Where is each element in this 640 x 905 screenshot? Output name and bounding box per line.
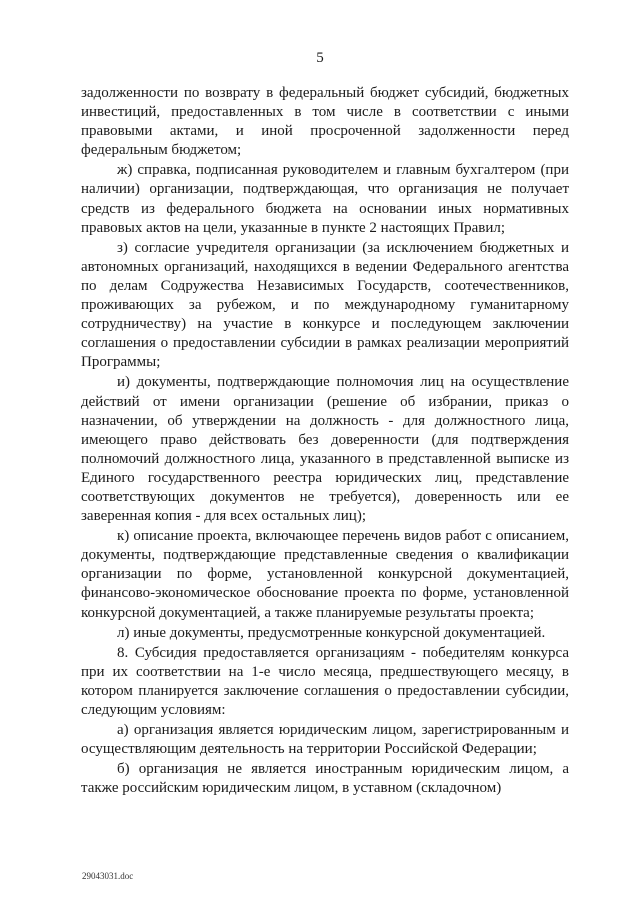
- paragraph-item-b: б) организация не является иностранным юридическим лицом, а также российским юридическим лицом, в уставном (складочном): [81, 761, 569, 797]
- footer-filename: 29043031.doc: [82, 871, 134, 881]
- paragraph-item-k: к) описание проекта, включающее перечень видов работ с описанием, документы, подтверждающие представленные сведения о квалификации организации по форме, установленной конкурсной документацией, финансово-экономическое обоснование проекта по форме, установленной конкурсной документацией, а также планируемые результаты проекта;: [81, 528, 569, 621]
- paragraph-item-l: л) иные документы, предусмотренные конкурсной документацией.: [117, 624, 546, 641]
- paragraph-section-8: 8. Субсидия предоставляется организациям - победителям конкурса при их соответствии на 1-е число месяца, предшествующего месяцу, в котором планируется заключение соглашения о предоставлении субсидии, следующим условиям:: [81, 644, 569, 718]
- paragraph-continuation: задолженности по возврату в федеральный бюджет субсидий, бюджетных инвестиций, предоставленных в том числе в соответствии с иными правовыми актами, и иной просроченной задолженности перед федеральным бюджетом;: [81, 85, 569, 159]
- page-number: 5: [316, 50, 324, 66]
- paragraph-item-a: а) организация является юридическим лицом, зарегистрированным и осуществляющим деятельность на территории Российской Федерации;: [81, 722, 569, 758]
- body-text: [81, 84, 569, 799]
- paragraph-item-zh: ж) справка, подписанная руководителем и главным бухгалтером (при наличии) организации, подтверждающая, что организация не получает средств из федерального бюджета на основании иных нормативных правовых актов на цели, указанные в пункте 2 настоящих Правил;: [81, 162, 569, 236]
- paragraph-item-z: з) согласие учредителя организации (за исключением бюджетных и автономных организаций, находящихся в ведении Федерального агентства по делам Содружества Независимых Государств, соотечественников, проживающих за рубежом, и по международному гуманитарному сотрудничеству) на участие в конкурсе и последующем заключении соглашения о предоставлении субсидии в рамках реализации мероприятий Программы;: [81, 239, 569, 371]
- paragraph-item-i: и) документы, подтверждающие полномочия лиц на осуществление действий от имени организации (решение об избрании, приказ о назначении, об утверждении на должность - для должностного лица, имеющего право действовать без доверенности (для подтверждения полномочий должностного лица, указанного в представленной выписке из Единого государственного реестра юридических лиц, представление соответствующих документов не требуется), доверенность или ее заверенная копия - для всех остальных лиц);: [81, 374, 569, 525]
